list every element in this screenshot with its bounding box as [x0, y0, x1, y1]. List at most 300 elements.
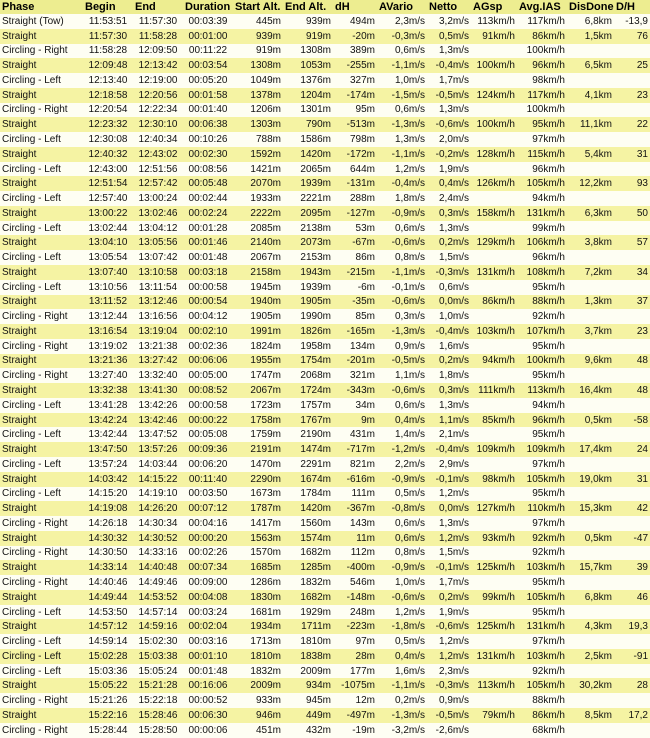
table-cell: 14:26:20: [133, 501, 183, 516]
table-cell: 13:42:46: [133, 413, 183, 428]
table-cell: 1758m: [233, 413, 283, 428]
table-cell: 98km/h: [471, 472, 517, 487]
table-cell: Straight: [0, 442, 83, 457]
table-cell: 0,6m/s: [377, 516, 427, 531]
table-body: [0, 14, 650, 738]
table-row: [0, 176, 650, 191]
table-cell: 00:06:20: [183, 457, 233, 472]
table-row: [0, 575, 650, 590]
table-row: [0, 250, 650, 265]
table-cell: 2290m: [233, 472, 283, 487]
table-cell: 1,6m/s: [427, 339, 471, 354]
table-cell: 15:22:16: [83, 708, 133, 723]
table-cell: 1832m: [283, 575, 333, 590]
table-cell: 96km/h: [517, 250, 567, 265]
table-cell: 2095m: [283, 206, 333, 221]
table-cell: 1673m: [233, 487, 283, 502]
table-cell: Straight: [0, 531, 83, 546]
table-cell: 3,2m/s: [427, 14, 471, 29]
table-cell: -0,6m/s: [377, 383, 427, 398]
table-cell: -58: [614, 413, 650, 428]
table-cell: 48: [614, 383, 650, 398]
table-row: [0, 487, 650, 502]
table-cell: 17,4km: [567, 442, 614, 457]
table-row: [0, 354, 650, 369]
table-cell: Straight: [0, 708, 83, 723]
table-cell: 97m: [333, 634, 377, 649]
table-cell: 00:01:10: [183, 649, 233, 664]
table-cell: 8,5km: [567, 708, 614, 723]
table-cell: 134m: [333, 339, 377, 354]
table-cell: 14:15:20: [83, 487, 133, 502]
table-cell: 12:43:00: [83, 162, 133, 177]
table-cell: -0,4m/s: [427, 58, 471, 73]
table-cell: 13:21:36: [83, 354, 133, 369]
table-cell: 113km/h: [517, 383, 567, 398]
table-cell: 1723m: [233, 398, 283, 413]
table-cell: 1,5km: [567, 29, 614, 44]
table-cell: 1934m: [233, 619, 283, 634]
table-cell: [614, 457, 650, 472]
table-cell: -0,4m/s: [427, 324, 471, 339]
table-cell: 432m: [283, 723, 333, 738]
table-cell: 13:05:54: [83, 250, 133, 265]
table-cell: 1,2m/s: [427, 649, 471, 664]
table-cell: 2140m: [233, 235, 283, 250]
table-row: [0, 162, 650, 177]
table-cell: 14:30:50: [83, 546, 133, 561]
table-cell: 16,4km: [567, 383, 614, 398]
table-cell: 131km/h: [517, 206, 567, 221]
table-cell: 1,2m/s: [427, 531, 471, 546]
table-row: [0, 191, 650, 206]
table-cell: 17,2: [614, 708, 650, 723]
table-cell: 5,4km: [567, 147, 614, 162]
table-row: [0, 442, 650, 457]
table-cell: 13:10:56: [83, 280, 133, 295]
table-cell: -2,6m/s: [427, 723, 471, 738]
table-cell: Straight: [0, 147, 83, 162]
table-cell: 100km/h: [471, 58, 517, 73]
table-cell: 1724m: [283, 383, 333, 398]
table-cell: 13:42:26: [133, 398, 183, 413]
table-cell: 0,5m/s: [377, 634, 427, 649]
table-cell: 1592m: [233, 147, 283, 162]
table-cell: 86km/h: [517, 29, 567, 44]
table-cell: Circling - Right: [0, 103, 83, 118]
table-cell: -717m: [333, 442, 377, 457]
table-cell: Circling - Left: [0, 487, 83, 502]
table-cell: 15:28:44: [83, 723, 133, 738]
table-cell: 125km/h: [471, 560, 517, 575]
table-cell: 00:06:30: [183, 708, 233, 723]
table-cell: [567, 427, 614, 442]
table-cell: 1049m: [233, 73, 283, 88]
table-cell: Circling - Left: [0, 605, 83, 620]
table-cell: 00:03:54: [183, 58, 233, 73]
table-cell: [567, 664, 614, 679]
table-row: [0, 14, 650, 29]
table-cell: 546m: [333, 575, 377, 590]
column-header: Duration: [183, 0, 233, 14]
table-cell: 15:05:24: [133, 664, 183, 679]
table-cell: 113km/h: [471, 14, 517, 29]
table-cell: Circling - Left: [0, 250, 83, 265]
table-cell: 13:32:38: [83, 383, 133, 398]
table-cell: 0,2m/s: [377, 693, 427, 708]
table-row: [0, 265, 650, 280]
table-cell: 2158m: [233, 265, 283, 280]
table-cell: 12:19:00: [133, 73, 183, 88]
table-cell: 11:57:30: [133, 14, 183, 29]
table-cell: Straight: [0, 235, 83, 250]
table-cell: 0,8m/s: [377, 546, 427, 561]
table-cell: 12:09:50: [133, 44, 183, 59]
table-cell: Circling - Left: [0, 280, 83, 295]
table-cell: -343m: [333, 383, 377, 398]
table-cell: 1574m: [283, 531, 333, 546]
table-cell: 85m: [333, 309, 377, 324]
table-cell: [471, 723, 517, 738]
table-cell: -0,6m/s: [427, 619, 471, 634]
table-cell: 00:02:36: [183, 339, 233, 354]
table-cell: 14:40:46: [83, 575, 133, 590]
table-cell: 92km/h: [517, 531, 567, 546]
table-cell: 1204m: [283, 88, 333, 103]
table-cell: 13:16:56: [133, 309, 183, 324]
table-cell: [471, 132, 517, 147]
table-cell: 34m: [333, 398, 377, 413]
table-cell: 9m: [333, 413, 377, 428]
table-cell: Straight: [0, 678, 83, 693]
table-cell: 00:01:00: [183, 29, 233, 44]
table-row: [0, 58, 650, 73]
table-cell: 2190m: [283, 427, 333, 442]
column-header: DisDone: [569, 1, 614, 13]
table-cell: 1943m: [283, 265, 333, 280]
table-cell: 1,3m/s: [427, 44, 471, 59]
table-cell: 97km/h: [517, 634, 567, 649]
table-cell: 14:57:12: [83, 619, 133, 634]
table-row: [0, 73, 650, 88]
table-cell: 00:08:52: [183, 383, 233, 398]
table-cell: 95km/h: [517, 280, 567, 295]
table-cell: Circling - Right: [0, 339, 83, 354]
table-cell: Circling - Right: [0, 368, 83, 383]
table-cell: 99km/h: [471, 590, 517, 605]
table-cell: 57: [614, 235, 650, 250]
table-cell: Straight: [0, 265, 83, 280]
table-row: [0, 546, 650, 561]
table-cell: 431m: [333, 427, 377, 442]
table-cell: 2085m: [233, 221, 283, 236]
table-cell: 12:13:42: [133, 58, 183, 73]
table-cell: 1,8m/s: [377, 191, 427, 206]
table-cell: 1378m: [233, 88, 283, 103]
table-cell: 00:00:58: [183, 280, 233, 295]
table-cell: 100km/h: [471, 117, 517, 132]
table-cell: 23: [614, 324, 650, 339]
table-cell: 14:33:14: [83, 560, 133, 575]
table-cell: 95m: [333, 103, 377, 118]
table-cell: 13:11:54: [133, 280, 183, 295]
table-cell: 1421m: [233, 162, 283, 177]
table-cell: 1474m: [283, 442, 333, 457]
table-cell: -47: [614, 531, 650, 546]
table-cell: 107km/h: [517, 324, 567, 339]
table-cell: 1711m: [283, 619, 333, 634]
table-cell: 13:00:24: [133, 191, 183, 206]
table-cell: 00:01:58: [183, 88, 233, 103]
table-cell: -172m: [333, 147, 377, 162]
table-cell: [614, 723, 650, 738]
table-cell: 00:00:54: [183, 295, 233, 310]
table-cell: 12:51:54: [83, 176, 133, 191]
table-cell: -0,8m/s: [377, 501, 427, 516]
table-cell: -0,3m/s: [427, 678, 471, 693]
table-row: [0, 324, 650, 339]
table-cell: 14:19:08: [83, 501, 133, 516]
table-cell: Straight: [0, 560, 83, 575]
table-cell: 12:57:42: [133, 176, 183, 191]
table-row: [0, 398, 650, 413]
table-row: [0, 147, 650, 162]
table-cell: 12:23:32: [83, 117, 133, 132]
table-cell: 1958m: [283, 339, 333, 354]
table-cell: 1810m: [233, 649, 283, 664]
table-cell: 37: [614, 295, 650, 310]
table-cell: 30,2km: [567, 678, 614, 693]
table-cell: 2,0m/s: [427, 132, 471, 147]
table-cell: 1,3m/s: [427, 516, 471, 531]
table-cell: 48: [614, 354, 650, 369]
table-cell: -1,5m/s: [377, 88, 427, 103]
table-cell: 1,3m/s: [427, 103, 471, 118]
table-cell: 1991m: [233, 324, 283, 339]
table-cell: 0,3m/s: [377, 309, 427, 324]
table-cell: 15:02:30: [133, 634, 183, 649]
table-cell: 94km/h: [517, 191, 567, 206]
table-cell: -1,8m/s: [377, 619, 427, 634]
table-cell: 3,8km: [567, 235, 614, 250]
table-cell: [614, 132, 650, 147]
table-cell: 1,1m/s: [427, 413, 471, 428]
table-cell: 2073m: [283, 235, 333, 250]
table-cell: 2,9m/s: [427, 457, 471, 472]
table-cell: 99km/h: [517, 221, 567, 236]
table-cell: 00:04:12: [183, 309, 233, 324]
table-cell: 12:20:56: [133, 88, 183, 103]
table-cell: Straight: [0, 29, 83, 44]
column-header: D/H: [614, 0, 650, 14]
table-cell: 939m: [283, 14, 333, 29]
table-cell: 2009m: [283, 664, 333, 679]
table-cell: 14:30:34: [133, 516, 183, 531]
table-cell: 0,2m/s: [427, 354, 471, 369]
table-cell: 103km/h: [517, 560, 567, 575]
table-cell: 1787m: [233, 501, 283, 516]
table-row: [0, 383, 650, 398]
table-cell: 1747m: [233, 368, 283, 383]
table-cell: 12:51:56: [133, 162, 183, 177]
table-cell: 2,2m/s: [377, 457, 427, 472]
table-cell: [471, 339, 517, 354]
table-cell: 2221m: [283, 191, 333, 206]
table-cell: 1830m: [233, 590, 283, 605]
table-cell: 919m: [283, 29, 333, 44]
table-cell: [567, 634, 614, 649]
table-cell: -0,1m/s: [427, 560, 471, 575]
table-cell: -0,3m/s: [377, 29, 427, 44]
table-cell: 12:40:32: [83, 147, 133, 162]
table-cell: [471, 309, 517, 324]
table-cell: 95km/h: [517, 487, 567, 502]
table-cell: -3,2m/s: [377, 723, 427, 738]
table-cell: 96km/h: [517, 162, 567, 177]
table-cell: [471, 427, 517, 442]
table-cell: 2,3m/s: [377, 14, 427, 29]
table-cell: 1682m: [283, 590, 333, 605]
table-cell: 105km/h: [517, 678, 567, 693]
table-cell: 1417m: [233, 516, 283, 531]
table-cell: Circling - Left: [0, 132, 83, 147]
table-cell: [614, 162, 650, 177]
table-cell: -513m: [333, 117, 377, 132]
table-cell: [567, 546, 614, 561]
table-cell: 1674m: [283, 472, 333, 487]
table-cell: 95km/h: [517, 368, 567, 383]
table-cell: 128km/h: [471, 147, 517, 162]
table-cell: -19m: [333, 723, 377, 738]
table-row: [0, 221, 650, 236]
table-cell: 00:00:06: [183, 723, 233, 738]
table-cell: [471, 516, 517, 531]
table-row: [0, 516, 650, 531]
table-cell: 1713m: [233, 634, 283, 649]
table-cell: 68km/h: [517, 723, 567, 738]
table-row: [0, 206, 650, 221]
table-cell: 39: [614, 560, 650, 575]
table-cell: Circling - Left: [0, 457, 83, 472]
table-cell: [614, 427, 650, 442]
table-cell: 1,2m/s: [377, 605, 427, 620]
table-cell: 19,0km: [567, 472, 614, 487]
table-cell: 127km/h: [471, 501, 517, 516]
table-cell: 00:01:48: [183, 250, 233, 265]
table-cell: 117km/h: [517, 88, 567, 103]
table-cell: [471, 221, 517, 236]
table-cell: [567, 103, 614, 118]
table-cell: 13:12:44: [83, 309, 133, 324]
table-cell: 15:02:28: [83, 649, 133, 664]
table-cell: 100km/h: [517, 354, 567, 369]
table-cell: 11:53:51: [83, 14, 133, 29]
table-cell: 103km/h: [517, 649, 567, 664]
table-cell: [614, 605, 650, 620]
table-cell: 0,9m/s: [377, 339, 427, 354]
table-cell: Circling - Right: [0, 309, 83, 324]
table-cell: -255m: [333, 58, 377, 73]
table-cell: 12m: [333, 693, 377, 708]
table-cell: Straight: [0, 383, 83, 398]
table-cell: 1,0m/s: [427, 309, 471, 324]
table-cell: 00:03:24: [183, 605, 233, 620]
table-cell: -0,6m/s: [377, 590, 427, 605]
table-cell: 126km/h: [471, 176, 517, 191]
table-cell: 15:03:36: [83, 664, 133, 679]
table-cell: -174m: [333, 88, 377, 103]
table-cell: [567, 250, 614, 265]
table-cell: 1826m: [283, 324, 333, 339]
table-cell: 15:05:22: [83, 678, 133, 693]
table-cell: 1560m: [283, 516, 333, 531]
table-cell: 00:08:56: [183, 162, 233, 177]
table-cell: Circling - Left: [0, 634, 83, 649]
table-cell: [614, 250, 650, 265]
table-cell: 13:19:04: [133, 324, 183, 339]
table-cell: 00:04:08: [183, 590, 233, 605]
table-cell: [614, 575, 650, 590]
table-cell: 13:04:10: [83, 235, 133, 250]
table-cell: 1,5m/s: [427, 250, 471, 265]
table-cell: [471, 457, 517, 472]
table-cell: 1940m: [233, 295, 283, 310]
table-cell: 788m: [233, 132, 283, 147]
table-cell: 15,7km: [567, 560, 614, 575]
table-cell: 1,6m/s: [377, 664, 427, 679]
table-cell: 1,0m/s: [377, 73, 427, 88]
table-cell: [471, 664, 517, 679]
table-cell: -131m: [333, 176, 377, 191]
table-cell: 00:05:20: [183, 73, 233, 88]
table-cell: 1563m: [233, 531, 283, 546]
table-cell: -0,9m/s: [377, 206, 427, 221]
table-cell: 13:10:58: [133, 265, 183, 280]
table-cell: -0,6m/s: [377, 295, 427, 310]
table-cell: -223m: [333, 619, 377, 634]
table-cell: 92km/h: [517, 309, 567, 324]
table-cell: [471, 398, 517, 413]
table-cell: 12:40:34: [133, 132, 183, 147]
table-row: [0, 132, 650, 147]
table-cell: 1,2m/s: [427, 634, 471, 649]
table-cell: 0,6m/s: [427, 280, 471, 295]
table-cell: 105km/h: [517, 590, 567, 605]
table-row: [0, 678, 650, 693]
table-cell: 00:06:38: [183, 117, 233, 132]
table-cell: 86km/h: [517, 708, 567, 723]
column-header: Netto: [427, 0, 471, 14]
table-cell: 94km/h: [517, 398, 567, 413]
table-cell: 15:03:38: [133, 649, 183, 664]
table-cell: [614, 103, 650, 118]
column-header: Start Alt.: [233, 0, 283, 14]
table-cell: -0,9m/s: [377, 472, 427, 487]
table-cell: 14:30:52: [133, 531, 183, 546]
table-cell: Straight: [0, 58, 83, 73]
table-cell: 177m: [333, 664, 377, 679]
table-cell: -0,4m/s: [377, 176, 427, 191]
table-row: [0, 590, 650, 605]
table-cell: 1,0m/s: [377, 575, 427, 590]
table-cell: -67m: [333, 235, 377, 250]
table-cell: 13:47:50: [83, 442, 133, 457]
table-cell: 15:22:18: [133, 693, 183, 708]
table-cell: 1905m: [233, 309, 283, 324]
table-cell: 143m: [333, 516, 377, 531]
table-cell: 28m: [333, 649, 377, 664]
table-row: [0, 44, 650, 59]
